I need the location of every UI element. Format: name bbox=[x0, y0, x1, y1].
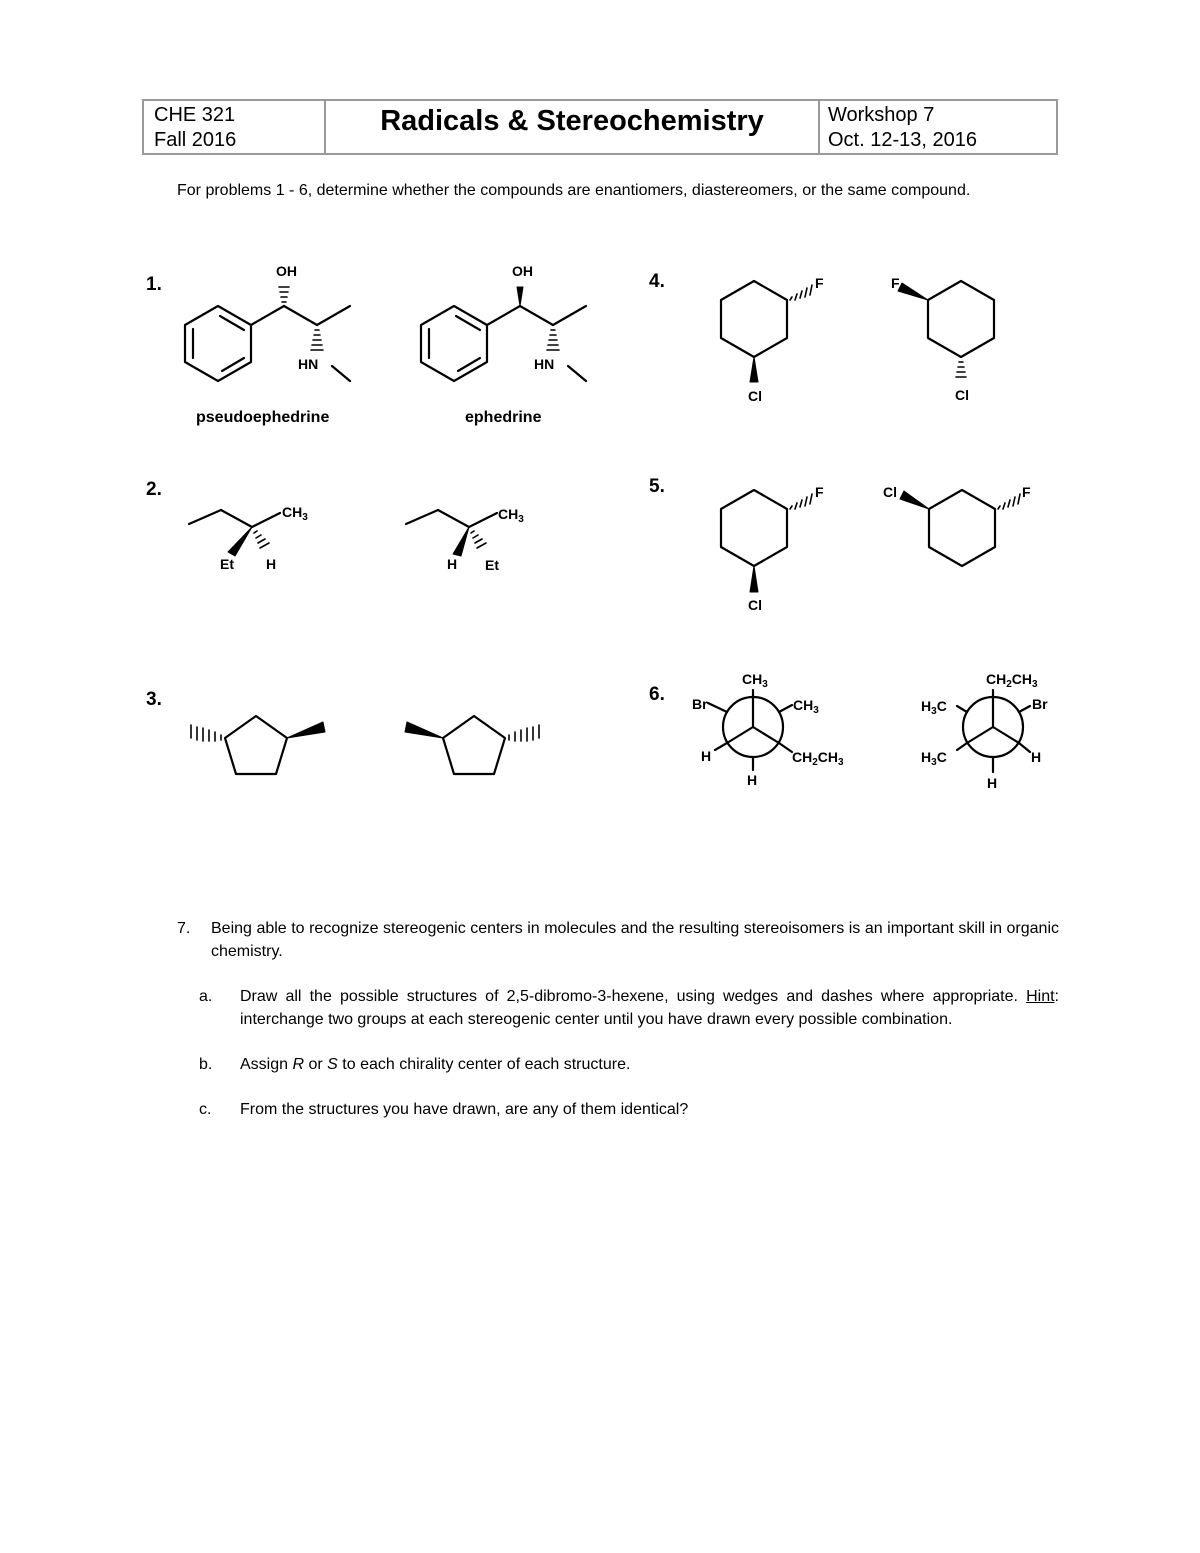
question-7a-text bbox=[240, 985, 1059, 1031]
pseudoephedrine-structure bbox=[185, 306, 350, 381]
problem-3-number: 3. bbox=[146, 689, 162, 710]
question-7b-post: to each chirality center of each structure. bbox=[337, 1056, 631, 1073]
newman-projection-a bbox=[708, 690, 792, 770]
wedge-bond-cl-5b bbox=[900, 491, 929, 509]
newman-projection-b bbox=[957, 690, 1030, 772]
hashed-bond-cp-b-right bbox=[509, 725, 539, 741]
atom-label-hn: HN bbox=[298, 356, 319, 372]
atom-label-f: F bbox=[891, 275, 900, 291]
question-7b-text bbox=[240, 1053, 1059, 1076]
atom-label-h: H bbox=[701, 748, 712, 764]
problem-2-number: 2. bbox=[146, 479, 162, 500]
wedge-bond-oh-ephedrine bbox=[517, 287, 523, 306]
course-term: Fall 2016 bbox=[154, 129, 237, 151]
atom-label-oh: OH bbox=[276, 263, 297, 279]
atom-label-h: H bbox=[447, 556, 458, 572]
cyclohexane-4a bbox=[721, 281, 787, 357]
hashed-bond-h-a bbox=[254, 531, 269, 548]
question-7-text: Being able to recognize stereogenic centers in molecules and the resulting stereoisomers is an important skill in organic chemistry. bbox=[211, 920, 1059, 960]
atom-label-ch3: $CH_3$ bbox=[742, 671, 768, 690]
descriptor-s: S bbox=[327, 1056, 338, 1073]
wedge-bond-cl-4a bbox=[750, 357, 758, 382]
question-7c-text: From the structures you have drawn, are any of them identical? bbox=[240, 1101, 689, 1118]
atom-label-cl: Cl bbox=[955, 387, 969, 403]
cyclohexane-5b bbox=[929, 490, 995, 566]
wedge-bond-cp-a-right bbox=[287, 722, 325, 738]
atom-label-ch2ch3: $CH_2CH_3$ bbox=[792, 749, 844, 768]
question-7 bbox=[177, 917, 1059, 1121]
question-7a bbox=[199, 985, 1059, 1031]
compound-name-ephedrine: ephedrine bbox=[465, 409, 542, 426]
workshop-dates: Oct. 12-13, 2016 bbox=[828, 129, 977, 151]
hashed-bond-oh-pseudo bbox=[279, 287, 289, 302]
wedge-bond-cp-b-left bbox=[405, 722, 443, 738]
hashed-bond-nh-ephedrine bbox=[547, 330, 559, 350]
hashed-bond-et-b bbox=[471, 531, 486, 548]
butane-structure-a bbox=[189, 510, 280, 527]
question-7-number: 7. bbox=[177, 920, 191, 937]
hashed-bond-cp-a-left bbox=[191, 725, 221, 741]
atom-label-h: H bbox=[987, 775, 998, 791]
atom-label-et: Et bbox=[220, 556, 234, 572]
atom-label-cl: Cl bbox=[748, 597, 762, 613]
cyclopentane-b bbox=[443, 716, 505, 774]
descriptor-r: R bbox=[292, 1056, 305, 1073]
atom-label-f: F bbox=[1022, 484, 1031, 500]
question-7c bbox=[199, 1098, 1059, 1121]
hashed-bond-cl-4b bbox=[956, 362, 966, 377]
problem-5-number: 5. bbox=[649, 476, 665, 497]
problem-4-number: 4. bbox=[649, 271, 665, 292]
problem-1-number: 1. bbox=[146, 274, 162, 295]
atom-label-h3c: $H_3C$ bbox=[921, 698, 947, 717]
atom-label-ch3: $CH_3$ bbox=[498, 506, 524, 525]
question-7a-text-before: Draw all the possible structures of 2,5-dibromo-3-hexene, using wedges and dashes where appropriate. bbox=[240, 988, 1027, 1005]
cyclohexane-5a bbox=[721, 490, 787, 566]
atom-label-h: H bbox=[1031, 749, 1042, 765]
atom-label-br: Br bbox=[692, 696, 708, 712]
butane-structure-b bbox=[406, 510, 497, 527]
atom-label-cl: Cl bbox=[883, 484, 897, 500]
atom-label-f: F bbox=[815, 484, 824, 500]
question-7b bbox=[199, 1053, 1059, 1076]
hashed-bond-f-5b bbox=[998, 494, 1020, 509]
question-7b-pre: Assign bbox=[240, 1056, 293, 1073]
cyclohexane-4b bbox=[928, 281, 994, 357]
compound-name-pseudoephedrine: pseudoephedrine bbox=[196, 409, 330, 426]
atom-label-hn: HN bbox=[534, 356, 555, 372]
problem-6-number: 6. bbox=[649, 684, 665, 705]
wedge-bond-et-a bbox=[228, 527, 252, 556]
atom-label-h: H bbox=[747, 772, 758, 788]
hint-label: Hint bbox=[1026, 988, 1055, 1005]
workshop-number: Workshop 7 bbox=[828, 104, 935, 126]
course-code: CHE 321 bbox=[154, 104, 236, 126]
question-7a-text-after: : interchange two groups at each stereogenic center until you have drawn every possible combination. bbox=[240, 988, 1059, 1028]
hashed-bond-nh-pseudo bbox=[311, 330, 323, 350]
atom-label-f: F bbox=[815, 275, 824, 291]
wedge-bond-cl-5a bbox=[750, 566, 758, 592]
atom-label-h3c: $H_3C$ bbox=[921, 749, 947, 768]
question-7b-mid: or bbox=[304, 1056, 328, 1073]
question-7a-label: a. bbox=[199, 988, 213, 1005]
atom-label-br: Br bbox=[1032, 696, 1048, 712]
atom-label-et: Et bbox=[485, 557, 499, 573]
page-title: Radicals & Stereochemistry bbox=[326, 101, 820, 153]
ephedrine-structure bbox=[421, 306, 586, 381]
atom-label-ch3: $CH_3$ bbox=[282, 504, 308, 523]
atom-label-oh: OH bbox=[512, 263, 533, 279]
atom-label-cl: Cl bbox=[748, 388, 762, 404]
hashed-bond-f-4a bbox=[790, 285, 812, 300]
atom-label-ch3: $CH_3$ bbox=[793, 697, 819, 716]
wedge-bond-f-4b bbox=[898, 283, 928, 300]
instructions-text: For problems 1 - 6, determine whether the compounds are enantiomers, diastereomers, or the same compound. bbox=[177, 182, 971, 199]
atom-label-h: H bbox=[266, 556, 277, 572]
question-7b-label: b. bbox=[199, 1056, 213, 1073]
cyclopentane-a bbox=[225, 716, 287, 774]
wedge-bond-h-b bbox=[453, 527, 469, 556]
atom-label-ch2ch3: $CH_2CH_3$ bbox=[986, 671, 1038, 690]
question-7c-label: c. bbox=[199, 1101, 212, 1118]
hashed-bond-f-5a bbox=[790, 494, 812, 509]
